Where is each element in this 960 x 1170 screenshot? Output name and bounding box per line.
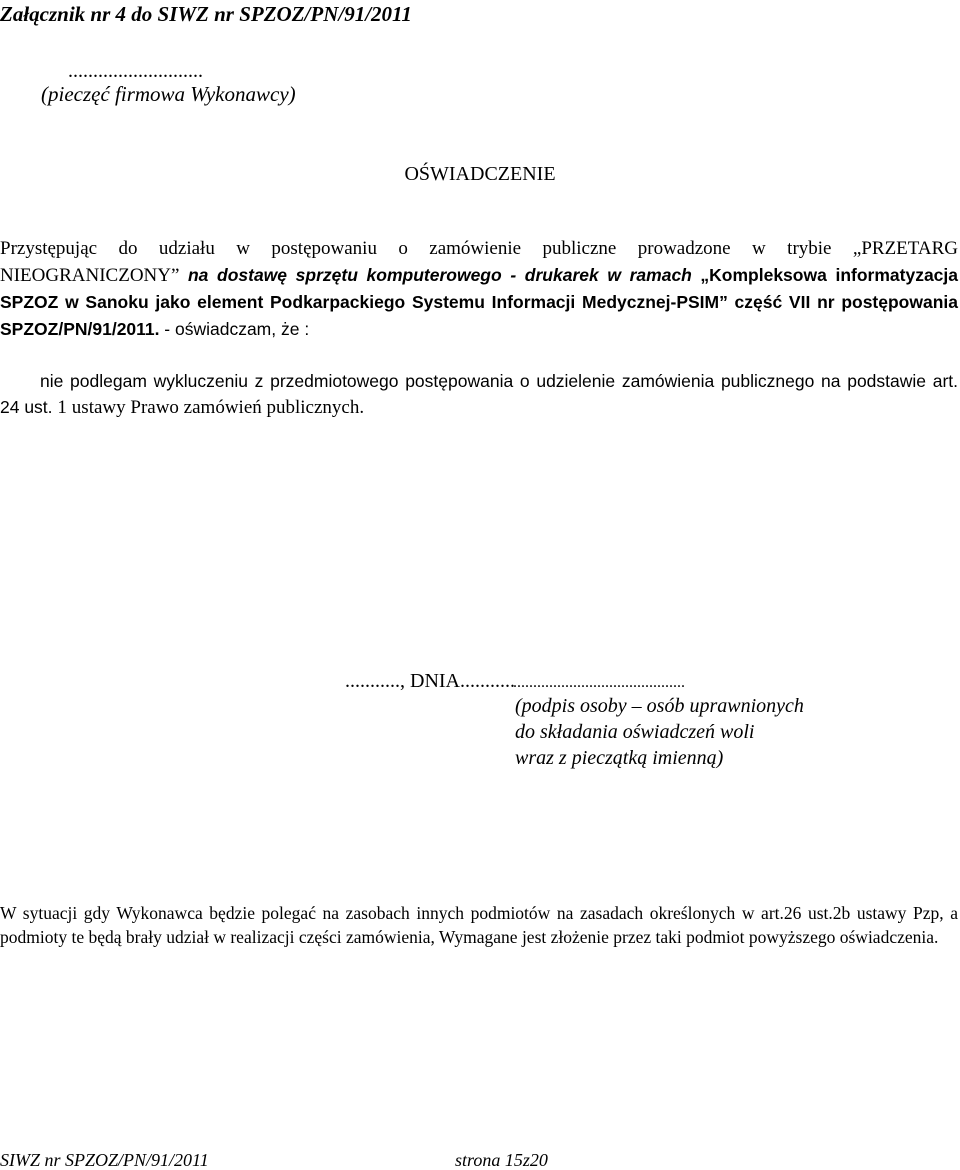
intro-project-name: „Kompleksowa informatyzacja SPZOZ w Sanoku jako element Podkarpackiego Systemu Informacji Medycznej-PSIM” xyxy=(0,265,959,312)
signature-caption-line2: do składania oświadczeń woli xyxy=(515,721,755,743)
attachment-header: Załącznik nr 4 do SIWZ nr SPZOZ/PN/91/2011 xyxy=(0,2,412,26)
declaration-text: nie podlegam wykluczeniu z przedmiotowego postępowania o udzielenie zamówienia publicznego na podstawie art. 24 ust. xyxy=(0,371,958,417)
declaration-law-name: ustawy Prawo zamówień publicznych. xyxy=(71,397,365,418)
footer-reference: SIWZ nr SPZOZ/PN/91/2011 xyxy=(0,1150,209,1170)
company-stamp-label: (pieczęć firmowa Wykonawcy) xyxy=(41,82,296,106)
company-stamp-dots: ........................... xyxy=(68,60,203,82)
signature-caption xyxy=(515,693,804,771)
intro-subject: na dostawę sprzętu komputerowego - drukarek w ramach xyxy=(187,265,692,285)
signature-dots: ........................................... xyxy=(513,674,685,691)
intro-text: Przystępując do udziału w postępowaniu o zamówienie publiczne prowadzone w trybie „PRZETARG NIEOGRANICZONY” xyxy=(0,238,958,286)
document-title: OŚWIADCZENIE xyxy=(404,163,556,185)
footer-page-number: strona 15z20 xyxy=(455,1150,548,1170)
intro-procedure-number: część VII nr postępowania SPZOZ/PN/91/2011. xyxy=(0,292,958,339)
signature-caption-line3: wraz z pieczątką imienną) xyxy=(515,747,724,769)
subcontractor-note: W sytuacji gdy Wykonawca będzie polegać na zasobach innych podmiotów na zasadach określonych w art.26 ust.2b ustawy Pzp, a podmioty te będą brały udział w realizacji części zamówienia, Wymagane jest złożenie przez taki podmiot powyższego oświadczenia. xyxy=(0,903,958,947)
declaration-paragraph-number: 1 xyxy=(57,397,67,418)
date-line: ..........., DNIA........... xyxy=(345,670,515,692)
intro-paragraph xyxy=(0,236,958,343)
intro-declaration-lead: - oświadczam, że : xyxy=(164,319,310,339)
declaration-paragraph xyxy=(0,368,958,421)
signature-caption-line1: (podpis osoby – osób uprawnionych xyxy=(515,695,804,717)
